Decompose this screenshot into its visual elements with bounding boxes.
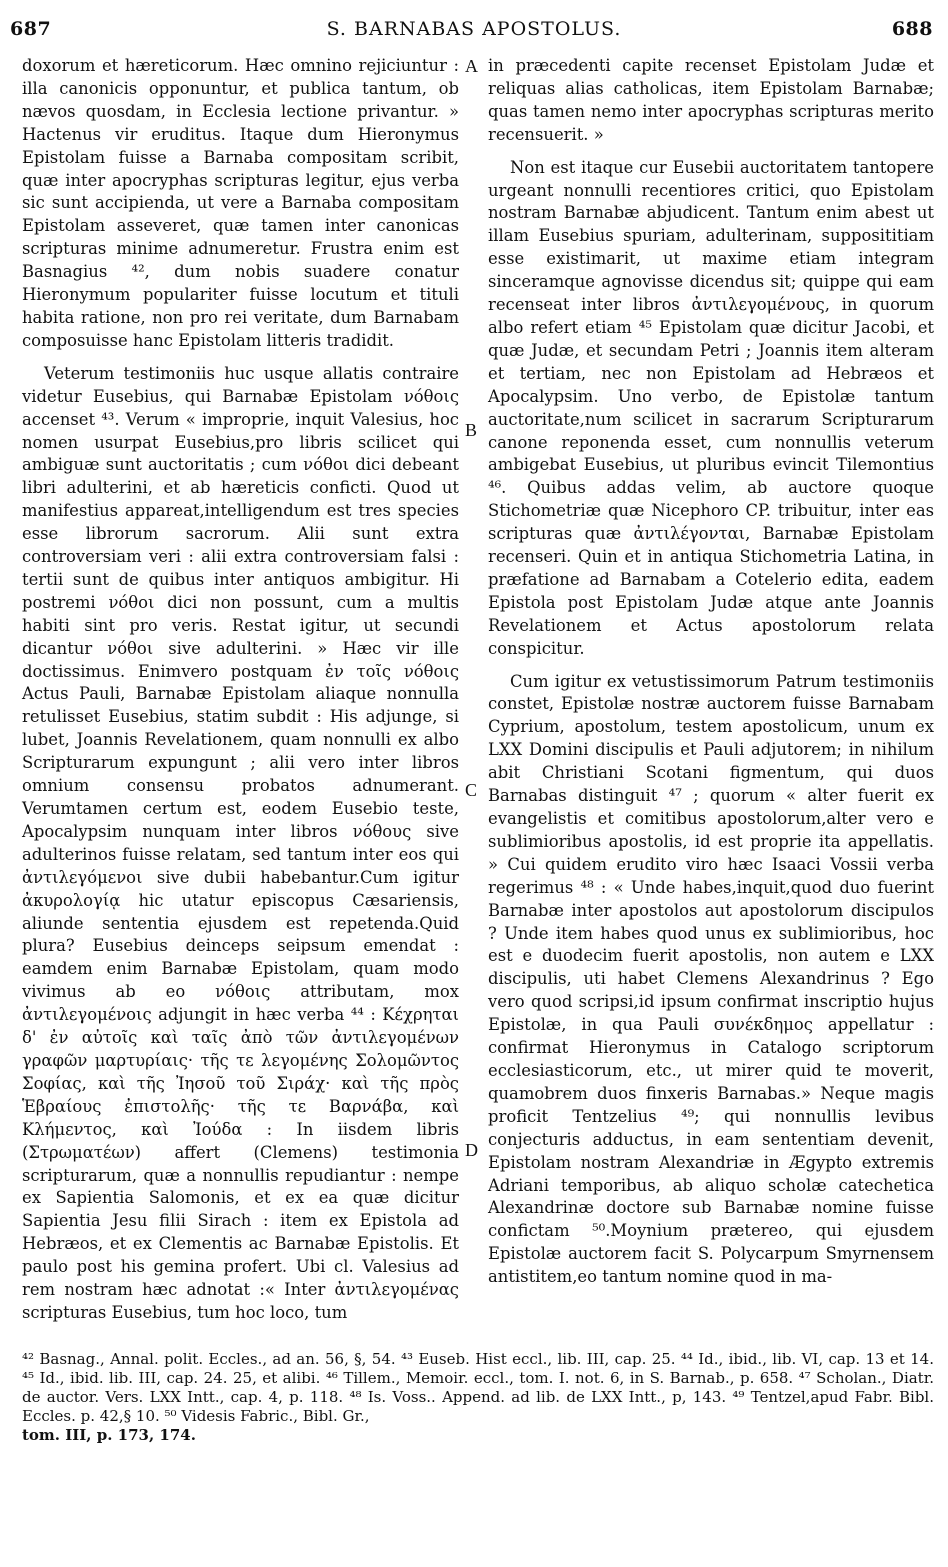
margin-marker-c: C (465, 780, 478, 800)
right-paragraph-2: Non est itaque cur Eusebii auctoritatem tantopere urgeant nonnulli recentiores critici, quo Epistolam nostram Barnabæ abjudicent. Tantum enim abest ut illam Eusebius spuriam, adulterinam, supposititiam esse existimarit, ut maxime etiam integram sinceramque agnovisse dicendus sit; quippe qui eam recenseat inter libros ἀντιλεγομένους, in quorum albo refert etiam ⁴⁵ Epistolam quæ dicitur Jacobi, et quæ Judæ, et secundam Petri ; Joannis item alteram et tertiam, nec non Epistolam ad Hebræos et Apocalypsim. Uno verbo, de Epistolæ tantum auctoritate,num scilicet in sacrarum Scripturarum canone reponenda esset, cum nonnullis veterum ambigebat Eusebius, ut pluribus evincit Tilemontius ⁴⁶. Quibus addas velim, ab auctore quoque Stichometriæ quæ Nicephoro CP. tribuitur, inter eas scripturas quæ ἀντιλέγονται, Barnabæ Epistolam recenseri. Quin et in antiqua Stichometria Latina, in præfatione ad Barnabam a Cotelerio edita, eadem Epistola post Epistolam Judæ atque ante Joannis Revelationem et Actus apostolorum relata conspicitur. (488, 157, 934, 658)
right-page-number: 688 (891, 18, 933, 40)
right-paragraph-3: Cum igitur ex vetustissimorum Patrum testimoniis constet, Epistolæ nostræ auctorem fuisse Barnabam Cyprium, apostolum, testem apostolicum, unum ex LXX Domini discipulis et Pauli adjutorem; in nihilum abit Christiani Scotani figmentum, qui duos Barnabas distinguit ⁴⁷ ; quorum « alter fuerit ex evangelistis et comitibus apostolorum,alter vero e sublimioribus apostolis, id est proprie ita appellatis. » Cui quidem erudito viro hæc Isaaci Vossii verba regerimus ⁴⁸ : « Unde habes,inquit,quod duo fuerint Barnabæ inter apostolos aut apostolorum discipulos ? Unde item habes quod unus ex sublimioribus, hoc est e duodecim fuerit apostolis, non autem e LXX discipulis, uti habet Clemens Alexandrinus ? Ego vero quod scripsi,id ipsum confirmat inscriptio hujus Epistolæ, in qua Pauli συνέκδημος appellatur : confirmat Hieronymus in Catalogo scriptorum ecclesiasticorum, etc., ut mirer quid te moverit, quamobrem duos finxeris Barnabas.» Neque magis proficit Tentzelius ⁴⁹; qui nonnullis levibus conjecturis adductus, in eam sententiam devenit, Epistolam nostram Alexandriæ in Ægypto extremis Adriani temporibus, ab aliquo scholæ catechetica Alexandrinæ doctore sub Barnabæ nomine fuisse confictam ⁵⁰.Moynium prætereo, qui ejusdem Epistolæ auctorem facit S. Polycarpum Smyrnensem antistitem,eo tantum nomine quod in ma- (488, 671, 934, 1287)
left-column (22, 55, 459, 1335)
footnotes (22, 1350, 934, 1445)
right-paragraph-1: in præcedenti capite recenset Epistolam Judæ et reliquas alias catholicas, item Epistolam Barnabæ; quas tamen nemo inter apocryphas scripturas merito recensuerit. » (488, 56, 934, 144)
left-page-number: 687 (10, 18, 52, 40)
left-paragraph-2: Veterum testimoniis huc usque allatis contraire videtur Eusebius, qui Barnabæ Epistolam νόθοις accenset ⁴³. Verum « improprie, inquit Valesius, hoc nomen usurpat Eusebius,pro libris scilicet qui ambiguæ sunt auctoritatis ; cum νόθοι dici debeant libri adulterini, et ab hæreticis conficti. Quod ut manifestius appareat,intelligendum est tres species esse librorum sacrorum. Alii sunt extra controversiam veri : alii extra controversiam falsi : tertii sunt de quibus inter antiquos ambigitur. Hi postremi νόθοι dici non possunt, cum a multis habiti sint pro veris. Restat igitur, ut secundi dicantur νόθοι sive adulterini. » Hæc vir ille doctissimus. Enimvero postquam ἐν τοῖς νόθοις Actus Pauli, Barnabæ Epistolam aliaque nonnulla retulisset Eusebius, statim subdit : His adjunge, si lubet, Joannis Revelationem, quam nonnulli ex albo Scripturarum expungunt ; alii vero inter libros omnium consensu probatos adnumerant. Verumtamen certum est, eodem Eusebio teste, Apocalypsim nunquam inter libros νόθους sive adulterinos fuisse relatam, sed tantum inter eos qui ἀντιλεγόμενοι sive dubii habebantur.Cum igitur ἀκυρολογίᾳ hic utatur episcopus Cæsariensis, aliunde sententia ejusdem est repetenda.Quid plura? Eusebius deinceps seipsum emendat : eamdem enim Barnabæ Epistolam, quam modo vivimus ab eo νόθοις attributam, mox ἀντιλεγομένοις adjungit in hæc verba ⁴⁴ : Κέχρηται δ' ἐν αὐτοῖς καὶ ταῖς ἀπὸ τῶν ἀντιλεγομένων γραφῶν μαρτυρίαις· τῆς τε λεγομένης Σολομῶντος Σοφίας, καὶ τῆς Ἰησοῦ τοῦ Σιράχ· καὶ τῆς πρὸς Ἑβραίους ἐπιστολῆς· τῆς τε Βαρνάβα, καὶ Κλήμεντος, καὶ Ἰούδα : In iisdem libris (Στρωματέων) affert (Clemens) testimonia scripturarum, quæ a nonnullis repudiantur : nempe ex Sapientia Salomonis, et ex ea quæ dicitur Sapientia Jesu filii Sirach : item ex Epistola ad Hebræos, et ex Clementis ac Barnabæ Epistolis. Et paulo post his gemina profert. Ubi cl. Valesius ad rem nostram hæc adnotat :« Inter ἀντιλεγομένας scripturas Eusebius, tum hoc loco, tum (22, 363, 459, 1322)
margin-marker-d: D (465, 1140, 478, 1160)
footnote-text: ⁴² Basnag., Annal. polit. Eccles., ad an. 56, §, 54. ⁴³ Euseb. Hist eccl., lib. III, cap. 25. ⁴⁴ Id., ibid., lib. VI, cap. 13 et 14. ⁴⁵ Id., ibid. lib. III, cap. 24. 25, et alibi. ⁴⁶ Tillem., Memoir. eccl., tom. I. not. 6, in S. Barnab., p. 658. ⁴⁷ Scholan., Diatr. de auctor. Vers. LXX Intt., cap. 4, p. 118. ⁴⁸ Is. Voss.. Append. ad lib. de LXX Intt., p, 143. ⁴⁹ Tentzel,apud Fabr. Bibl. Eccles. p. 42,§ 10. ⁵⁰ Videsis Fabric., Bibl. Gr., (22, 1350, 934, 1425)
left-paragraph-1: doxorum et hæreticorum. Hæc omnino rejiciuntur : illa canonicis opponuntur, et publica tantum, ob nævos quosdam, in Ecclesia lectione privantur. » Hactenus vir eruditus. Itaque dum Hieronymus Epistolam fuisse a Barnaba compositam scribit, quæ inter apocryphas scripturas legitur, ejus verba sic sunt accipienda, ut vere a Barnaba compositam Epistolam asseveret, quæ tamen inter canonicas scripturas minime adnumeretur. Frustra enim est Basnagius ⁴², dum nobis suadere conatur Hieronymum populariter fuisse locutum et tituli habita ratione, non pro rei veritate, dum Barnabam composuisse hanc Epistolam litteris tradidit. (22, 56, 459, 350)
margin-marker-b: B (465, 420, 478, 440)
right-column (488, 55, 934, 1299)
running-title: S. BARNABAS APOSTOLUS. (326, 18, 622, 40)
margin-marker-a: A (465, 56, 478, 76)
footnote-last-line: tom. III, p. 173, 174. (22, 1426, 196, 1444)
page-header (0, 10, 948, 40)
